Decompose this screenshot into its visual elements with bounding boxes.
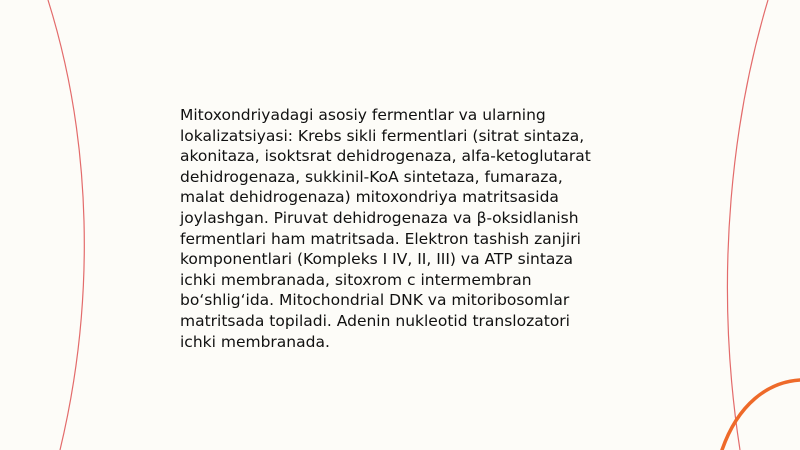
left-arc	[48, 0, 84, 450]
bottom-right-orange-arc	[722, 380, 800, 450]
right-arc	[727, 0, 768, 450]
slide-body-text: Mitoxondriyadagi asosiy fermentlar va ularning lokalizatsiyasi: Krebs sikli fermentlari (sitrat sintaza, akonitaza, isoktsrat dehidrogenaza, alfa-ketoglutarat dehidrogenaza, sukkinil-KoA sintetaza, fumaraza, malat dehidrogenaza) mitoxondriya matritsasida joylashgan. Piruvat dehidrogenaza va β-oksidlanish fermentlari ham matritsada. Elektron tashish zanjiri komponentlari (Kompleks I IV, II, III) va ATP sintaza ichki membranada, sitoxrom c intermembran bo‘shlig‘ida. Mitochondrial DNK va mitoribosomlar matritsada topiladi. Adenin nukleotid translozatori ichki membranada.	[180, 106, 591, 351]
